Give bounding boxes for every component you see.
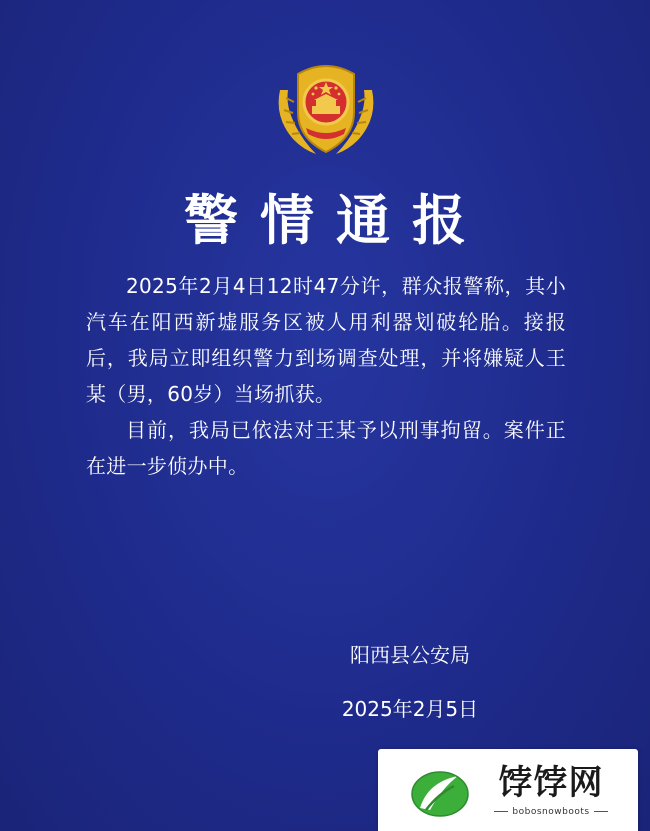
notice-body xyxy=(86,268,566,484)
watermark-brand: 饽饽网 xyxy=(498,763,604,803)
notice-signature xyxy=(320,628,500,736)
watermark-domain: bobosnowboots xyxy=(476,805,626,819)
notice-paragraph: 目前，我局已依法对王某予以刑事拘留。案件正在进一步侦办中。 xyxy=(86,418,566,478)
issue-date: 2025年2月5日 xyxy=(341,697,479,721)
issuer-name: 阳西县公安局 xyxy=(350,643,470,667)
notice-title: 警情通报 xyxy=(184,188,488,252)
notice-paragraph: 2025年2月4日12时47分许，群众报警称，其小汽车在阳西新墟服务区被人用利器划破轮胎。接报后，我局立即组织警力到场调查处理，并将嫌疑人王某（男，60岁）当场抓获。 xyxy=(86,274,566,406)
site-watermark xyxy=(378,749,638,831)
police-emblem-icon xyxy=(270,52,382,164)
bobo-leaf-logo-icon xyxy=(408,764,472,820)
